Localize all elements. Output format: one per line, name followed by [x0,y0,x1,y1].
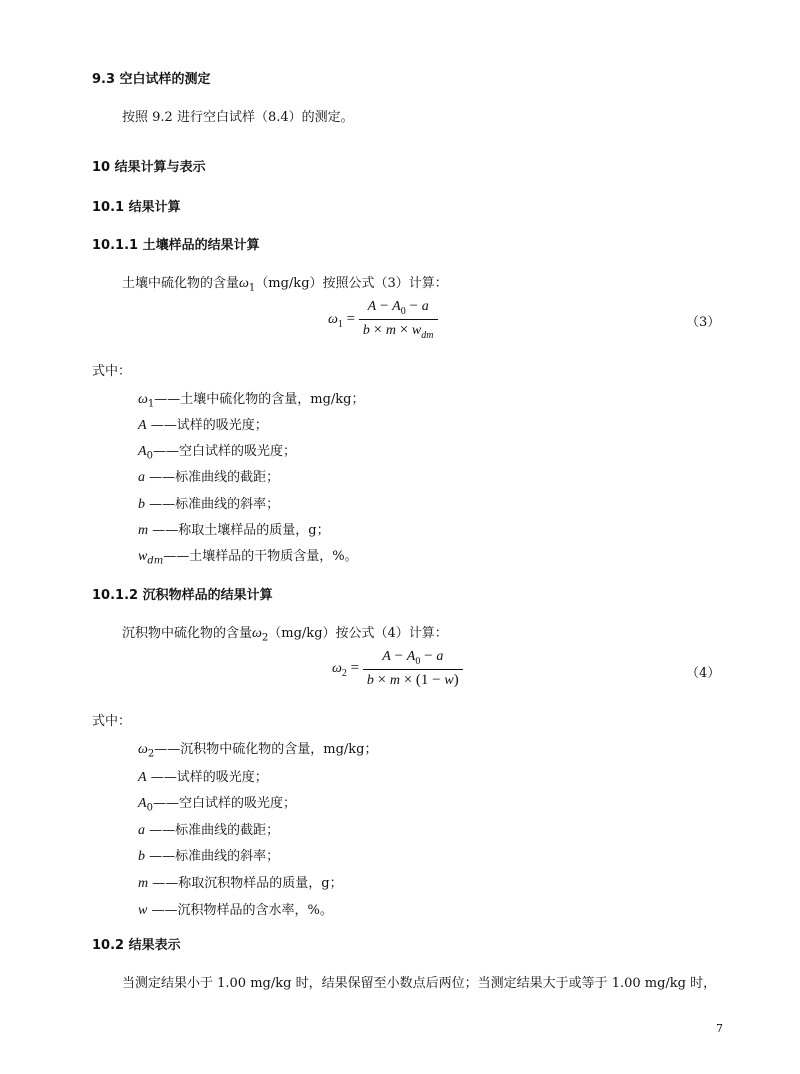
definition-m: m ——称取土壤样品的质量，g； [138,523,330,538]
formula-4-number: （4） [686,666,721,681]
definition-A: A ——试样的吸光度； [138,418,268,433]
formula-3: $\omega_1$ = $\frac{A - A_0 - a}{b \times m \times w_{dm}}$ [328,298,438,341]
result-expression-text: 当测定结果小于 1.00 mg/kg 时，结果保留至小数点后两位；当测定结果大于或等于 1.00 mg/kg 时， [122,976,717,991]
definition-A0: $A_0——$空白试样的吸光度； [138,444,296,462]
section-heading-10-1-1: 10.1.1 土壤样品的结果计算 [92,238,260,253]
sediment-intro-post: （mg/kg）按公式（4）计算： [268,626,448,641]
page-number: 7 [716,1022,723,1035]
definition-m-2: m ——称取沉积物样品的质量，g； [138,876,343,891]
section-heading-10-1: 10.1 结果计算 [92,200,181,215]
where-label-1: 式中： [92,364,132,379]
definition-a: a ——标准曲线的截距； [138,470,280,485]
definition-omega2: $\omega_2——$沉积物中硫化物的含量，mg/kg； [138,742,378,760]
where-label-2: 式中： [92,714,132,729]
paragraph-blank-sample: 按照 9.2 进行空白试样（8.4）的测定。 [122,110,354,125]
formula-3-number: （3） [686,315,721,330]
formula-4: $\omega_2$ = $\frac{A - A_0 - a}{b \times m \times (1 - w)}$ [332,648,463,689]
section-heading-10-2: 10.2 结果表示 [92,938,181,953]
definition-b-2: b ——标准曲线的斜率； [138,849,280,864]
definition-w: w ——沉积物样品的含水率，%。 [138,903,333,918]
definition-omega1: $\omega_1——$土壤中硫化物的含量，mg/kg； [138,392,365,410]
section-heading-10: 10 结果计算与表示 [92,160,206,175]
sediment-intro-pre: 沉积物中硫化物的含量 [122,626,253,641]
soil-intro-pre: 土壤中硫化物的含量 [122,276,240,291]
definition-b: b ——标准曲线的斜率； [138,497,280,512]
soil-intro-post: （mg/kg）按照公式（3）计算： [255,276,448,291]
section-heading-10-1-2: 10.1.2 沉积物样品的结果计算 [92,588,273,603]
section-heading-9-3: 9.3 空白试样的测定 [92,72,211,87]
definition-a-2: a ——标准曲线的截距； [138,823,280,838]
definition-A-2: A ——试样的吸光度； [138,770,268,785]
definition-A0-2: $A_0——$空白试样的吸光度； [138,796,296,814]
definition-wdm: $w_{dm}——$土壤样品的干物质含量，%。 [138,549,358,567]
soil-intro: 土壤中硫化物的含量$\omega_1(mg/kg)$按照公式（3）计算： [122,276,448,294]
sediment-intro: 沉积物中硫化物的含量$\omega_2(mg/kg)$按公式（4）计算： [122,626,448,644]
